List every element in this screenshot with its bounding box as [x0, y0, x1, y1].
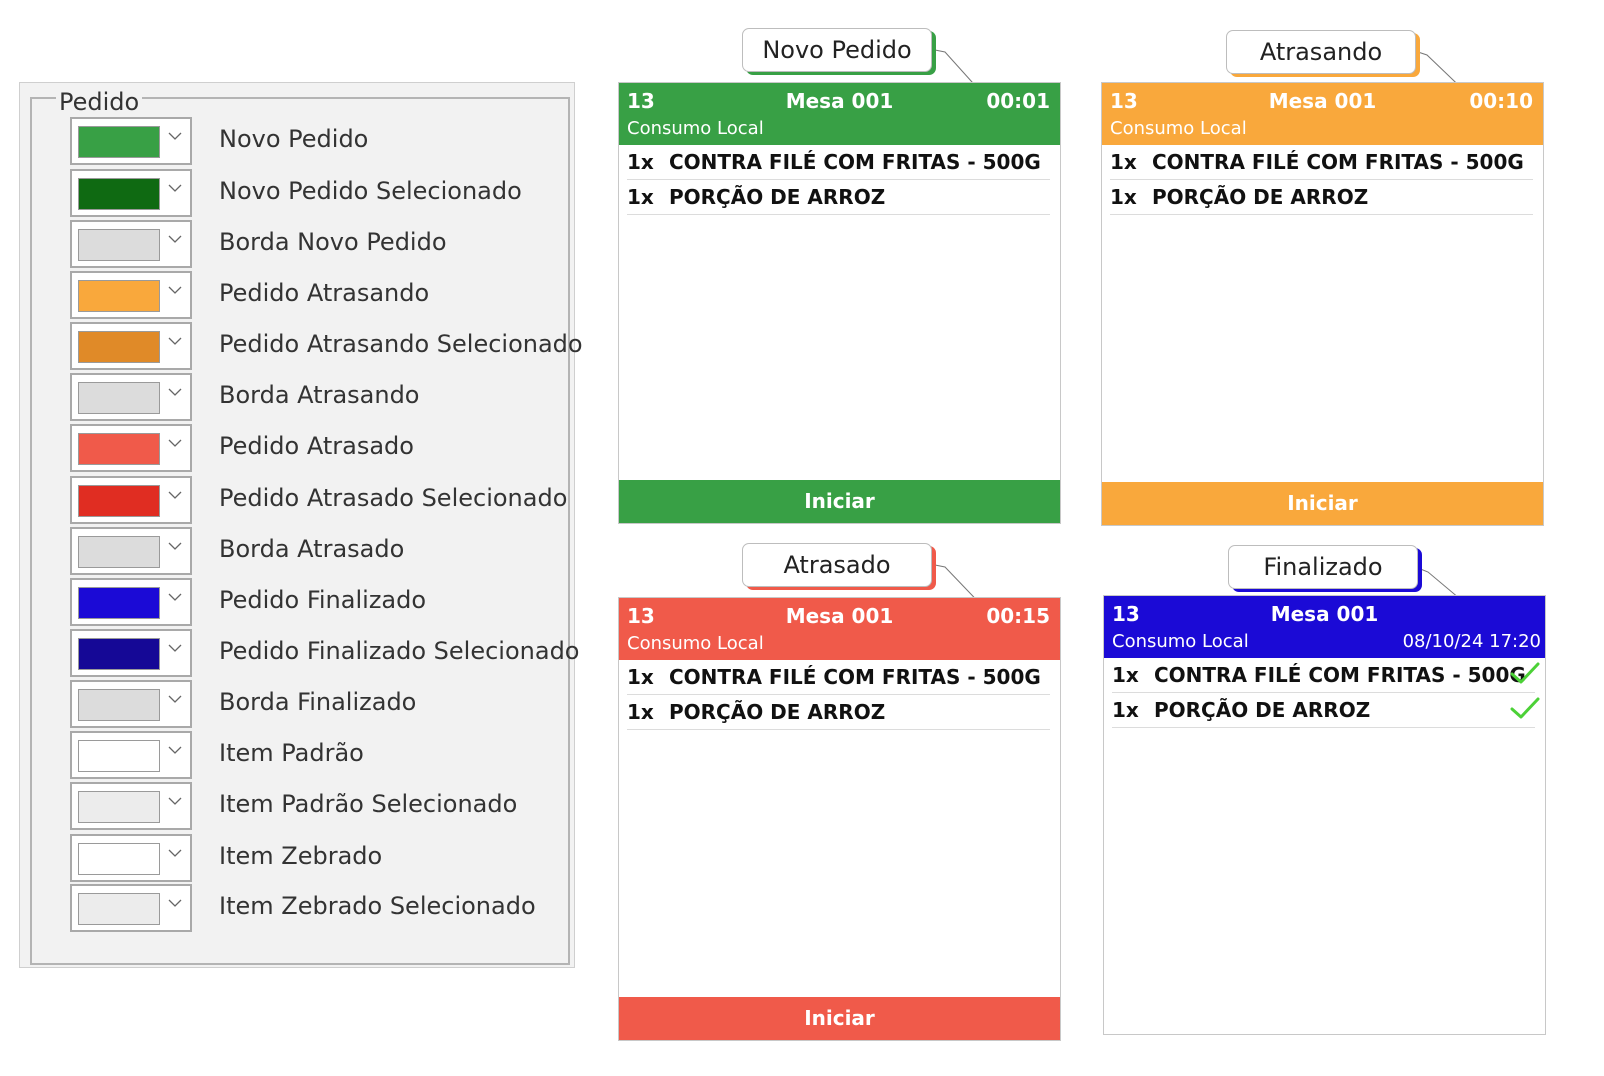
order-item[interactable] [627, 180, 1050, 215]
color-swatch [78, 178, 160, 210]
color-setting-row [70, 271, 590, 319]
chevron-down-icon [168, 896, 182, 910]
callout-atrasado: Atrasado [742, 543, 932, 587]
start-order-button[interactable]: Iniciar [619, 480, 1060, 523]
color-setting-label: Pedido Atrasando Selecionado [219, 330, 583, 358]
color-picker-dropdown[interactable] [70, 527, 192, 575]
chevron-down-icon [168, 846, 182, 860]
group-title: Pedido [56, 88, 142, 116]
color-picker-dropdown[interactable] [70, 322, 192, 370]
order-card-header [1104, 596, 1545, 658]
color-setting-label: Pedido Finalizado [219, 586, 427, 614]
chevron-down-icon [168, 539, 182, 553]
finished-datetime: 08/10/24 17:20 [1402, 631, 1541, 652]
item-description: CONTRA FILÉ COM FRITAS - 500G [1152, 150, 1524, 174]
color-setting-row [70, 680, 590, 728]
chevron-down-icon [168, 743, 182, 757]
color-swatch [78, 229, 160, 261]
item-quantity: 1x [627, 700, 654, 724]
item-quantity: 1x [1110, 185, 1137, 209]
order-card-header [1102, 83, 1543, 145]
color-swatch [78, 433, 160, 465]
color-swatch [78, 638, 160, 670]
color-swatch [78, 485, 160, 517]
chevron-down-icon [168, 794, 182, 808]
order-item[interactable] [627, 145, 1050, 180]
chevron-down-icon [168, 488, 182, 502]
color-setting-label: Pedido Finalizado Selecionado [219, 637, 580, 665]
color-setting-label: Item Zebrado [219, 842, 383, 870]
chevron-down-icon [168, 232, 182, 246]
order-card-atrasando[interactable] [1101, 82, 1544, 526]
color-setting-label: Pedido Atrasado Selecionado [219, 484, 568, 512]
color-picker-dropdown[interactable] [70, 220, 192, 268]
item-description: CONTRA FILÉ COM FRITAS - 500G [669, 665, 1041, 689]
check-icon [1509, 695, 1541, 721]
color-setting-label: Novo Pedido Selecionado [219, 177, 522, 205]
item-quantity: 1x [627, 150, 654, 174]
color-setting-label: Item Zebrado Selecionado [219, 892, 536, 920]
order-number: 13 [627, 89, 655, 113]
color-swatch [78, 280, 160, 312]
color-picker-dropdown[interactable] [70, 476, 192, 524]
item-description: PORÇÃO DE ARROZ [669, 700, 886, 724]
order-type: Consumo Local [627, 633, 764, 654]
color-picker-dropdown[interactable] [70, 834, 192, 882]
table-name: Mesa 001 [1268, 89, 1377, 113]
color-picker-dropdown[interactable] [70, 731, 192, 779]
start-order-button[interactable]: Iniciar [1102, 482, 1543, 525]
order-card-atrasado[interactable] [618, 597, 1061, 1041]
color-picker-dropdown[interactable] [70, 884, 192, 932]
color-picker-dropdown[interactable] [70, 373, 192, 421]
elapsed-time: 00:01 [986, 89, 1050, 113]
color-setting-label: Pedido Atrasando [219, 279, 430, 307]
color-swatch [78, 126, 160, 158]
item-quantity: 1x [1112, 698, 1139, 722]
order-type: Consumo Local [1110, 118, 1247, 139]
color-setting-label: Borda Novo Pedido [219, 228, 447, 256]
color-swatch [78, 791, 160, 823]
table-name: Mesa 001 [785, 604, 894, 628]
color-setting-row [70, 117, 590, 165]
color-setting-row [70, 782, 590, 830]
item-quantity: 1x [1112, 663, 1139, 687]
order-item[interactable] [1112, 693, 1535, 728]
order-color-settings-panel [19, 82, 583, 968]
order-type: Consumo Local [1112, 631, 1249, 652]
color-swatch [78, 587, 160, 619]
elapsed-time: 00:15 [986, 604, 1050, 628]
item-quantity: 1x [1110, 150, 1137, 174]
order-type: Consumo Local [627, 118, 764, 139]
order-item[interactable] [1112, 658, 1535, 693]
chevron-down-icon [168, 692, 182, 706]
start-order-button[interactable]: Iniciar [619, 997, 1060, 1040]
order-item[interactable] [627, 695, 1050, 730]
color-swatch [78, 740, 160, 772]
color-swatch [78, 331, 160, 363]
color-picker-dropdown[interactable] [70, 782, 192, 830]
color-setting-row [70, 220, 590, 268]
color-setting-row [70, 527, 590, 575]
order-number: 13 [627, 604, 655, 628]
item-description: CONTRA FILÉ COM FRITAS - 500G [1154, 663, 1526, 687]
table-name: Mesa 001 [1270, 602, 1379, 626]
color-setting-row [70, 322, 590, 370]
color-picker-dropdown[interactable] [70, 271, 192, 319]
color-setting-label: Item Padrão [219, 739, 364, 767]
chevron-down-icon [168, 283, 182, 297]
order-card-header [619, 83, 1060, 145]
color-setting-row [70, 834, 590, 882]
chevron-down-icon [168, 436, 182, 450]
callout-atrasando: Atrasando [1226, 30, 1416, 74]
color-setting-row [70, 169, 590, 217]
elapsed-time: 00:10 [1469, 89, 1533, 113]
color-setting-row [70, 476, 590, 524]
color-picker-dropdown[interactable] [70, 169, 192, 217]
color-setting-label: Borda Atrasado [219, 535, 405, 563]
order-item[interactable] [1110, 180, 1533, 215]
chevron-down-icon [168, 129, 182, 143]
color-setting-label: Pedido Atrasado [219, 432, 414, 460]
chevron-down-icon [168, 334, 182, 348]
color-setting-row [70, 424, 590, 472]
order-item[interactable] [1110, 145, 1533, 180]
chevron-down-icon [168, 385, 182, 399]
color-setting-label: Borda Atrasando [219, 381, 420, 409]
check-icon [1509, 660, 1541, 686]
color-setting-row [70, 578, 590, 626]
order-number: 13 [1112, 602, 1140, 626]
chevron-down-icon [168, 181, 182, 195]
order-card-novo-pedido[interactable] [618, 82, 1061, 524]
item-description: PORÇÃO DE ARROZ [1154, 698, 1371, 722]
callout-novo-pedido: Novo Pedido [742, 28, 932, 72]
color-swatch [78, 536, 160, 568]
color-setting-row [70, 731, 590, 779]
order-card-finalizado[interactable] [1103, 595, 1546, 1035]
color-picker-dropdown[interactable] [70, 578, 192, 626]
order-card-header [619, 598, 1060, 660]
color-setting-row [70, 373, 590, 421]
item-quantity: 1x [627, 665, 654, 689]
color-swatch [78, 382, 160, 414]
item-description: CONTRA FILÉ COM FRITAS - 500G [669, 150, 1041, 174]
callout-finalizado: Finalizado [1228, 545, 1418, 589]
color-swatch [78, 689, 160, 721]
table-name: Mesa 001 [785, 89, 894, 113]
color-setting-row [70, 629, 590, 677]
chevron-down-icon [168, 641, 182, 655]
chevron-down-icon [168, 590, 182, 604]
color-picker-dropdown[interactable] [70, 629, 192, 677]
order-number: 13 [1110, 89, 1138, 113]
color-setting-label: Borda Finalizado [219, 688, 417, 716]
color-picker-dropdown[interactable] [70, 424, 192, 472]
item-description: PORÇÃO DE ARROZ [669, 185, 886, 209]
color-picker-dropdown[interactable] [70, 117, 192, 165]
order-item[interactable] [627, 660, 1050, 695]
color-setting-label: Novo Pedido [219, 125, 369, 153]
color-setting-label: Item Padrão Selecionado [219, 790, 518, 818]
color-swatch [78, 893, 160, 925]
item-quantity: 1x [627, 185, 654, 209]
item-description: PORÇÃO DE ARROZ [1152, 185, 1369, 209]
color-picker-dropdown[interactable] [70, 680, 192, 728]
color-swatch [78, 843, 160, 875]
color-setting-row [70, 884, 590, 932]
